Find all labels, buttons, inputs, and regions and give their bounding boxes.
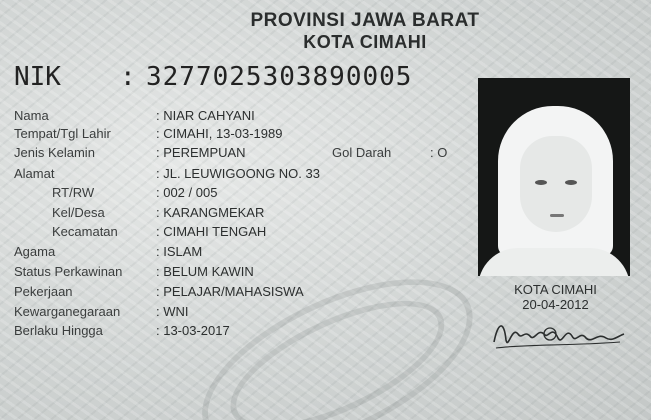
gol-darah-label: Gol Darah — [332, 145, 392, 160]
field-value: : CIMAHI TENGAH — [156, 224, 267, 239]
nik-value: 3277025303890005 — [146, 62, 413, 92]
field-label: RT/RW — [52, 185, 95, 200]
field-value: : NIAR CAHYANI — [156, 108, 255, 123]
field-value: : CIMAHI, 13-03-1989 — [156, 126, 283, 141]
city-title: KOTA CIMAHI — [303, 32, 427, 52]
photo-mouth — [550, 214, 564, 217]
field-label: Status Perkawinan — [14, 264, 123, 279]
field-value: : PEREMPUAN — [156, 145, 246, 160]
field-label: Nama — [14, 108, 49, 123]
signature — [488, 312, 628, 357]
photo-eye-right — [565, 180, 577, 185]
field-label: Berlaku Hingga — [14, 323, 103, 338]
province-title: PROVINSI JAWA BARAT — [250, 10, 480, 31]
photo-eye-left — [535, 180, 547, 185]
nik-label: NIK — [14, 62, 61, 92]
field-value: : WNI — [156, 304, 189, 319]
field-value: : 13-03-2017 — [156, 323, 230, 338]
photo-shoulders — [478, 248, 630, 276]
field-value: : ISLAM — [156, 244, 203, 259]
issue-place: KOTA CIMAHI — [514, 282, 597, 297]
field-value: : KARANGMEKAR — [156, 205, 265, 220]
id-photo — [478, 78, 630, 276]
field-label: Jenis Kelamin — [14, 145, 95, 160]
gol-darah-value: : O — [430, 145, 448, 160]
field-value: : 002 / 005 — [156, 185, 218, 200]
nik-colon: : — [120, 62, 136, 92]
issue-date: 20-04-2012 — [522, 297, 589, 312]
field-label: Alamat — [14, 166, 55, 181]
field-value: : PELAJAR/MAHASISWA — [156, 284, 304, 299]
field-value: : BELUM KAWIN — [156, 264, 254, 279]
field-label: Tempat/Tgl Lahir — [14, 126, 111, 141]
field-label: Kewarganegaraan — [14, 304, 121, 319]
field-label: Pekerjaan — [14, 284, 73, 299]
field-label: Kecamatan — [52, 224, 118, 239]
field-label: Kel/Desa — [52, 205, 105, 220]
photo-face — [520, 136, 592, 232]
field-label: Agama — [14, 244, 56, 259]
field-value: : JL. LEUWIGOONG NO. 33 — [156, 166, 320, 181]
